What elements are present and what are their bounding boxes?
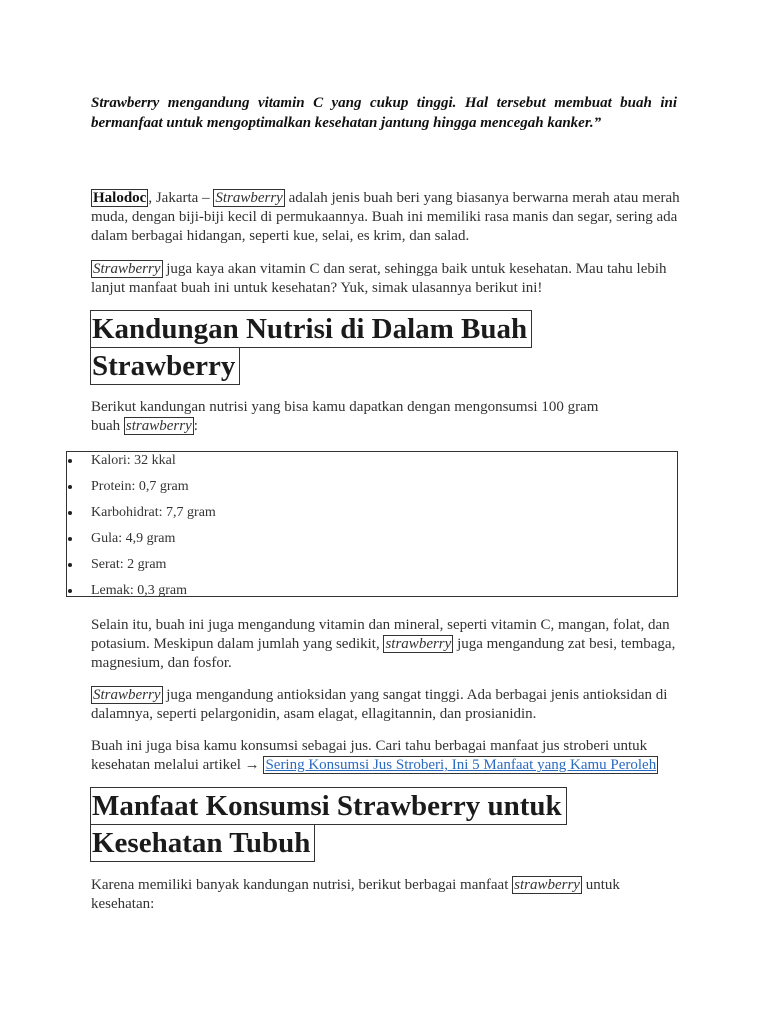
term-strawberry: strawberry [125,418,192,434]
lead-quote [91,93,677,133]
paragraph-benefits-intro-tail: untuk kesehatan: [91,877,620,912]
paragraph-nutrition-intro [91,398,611,436]
term-strawberry: strawberry [514,877,580,893]
term-strawberry: strawberry [385,636,452,652]
brand-name: Halodoc [93,190,147,206]
colon: : [193,418,198,434]
paragraph-juice [91,737,681,775]
heading-nutrition [90,310,532,385]
nutrient-item: Karbohidrat: 7,7 gram [67,505,677,531]
term-strawberry: Strawberry [93,261,161,277]
paragraph-minerals-tail: juga mengandung zat besi, tembaga, magnesium, dan fosfor. [91,636,676,671]
paragraph-nutrition-intro-text: Berikut kandungan nutrisi yang bisa kamu dapatkan dengan mengonsumsi 100 gram buah [91,399,599,434]
heading-nutrition-line-1: Kandungan Nutrisi di Dalam Buah [90,310,532,348]
term-strawberry: Strawberry [93,687,161,703]
paragraph-vitamin [91,260,681,298]
paragraph-vitamin-text: juga kaya akan vitamin C dan serat, sehingga baik untuk kesehatan. Mau tahu lebih lanjut manfaat buah ini untuk kesehatan? Yuk, simak ulasannya berikut ini! [91,261,667,296]
intro-paragraph [91,189,681,246]
lead-quote-line-2: bermanfaat untuk mengoptimalkan kesehatan jantung hingga mencegah kanker.” [91,115,602,131]
nutrient-item: Serat: 2 gram [67,557,677,583]
paragraph-minerals-text: Selain itu, buah ini juga mengandung vitamin dan mineral, seperti vitamin C, mangan, folat, dan potasium. Meskipun dalam jumlah yang sedikit, [91,617,670,652]
paragraph-antioxidant-text: juga mengandung antioksidan yang sangat tinggi. Ada berbagai jenis antioksidan di dalamnya, seperti pelargonidin, asam elagat, ellagitannin, dan prosianidin. [91,687,668,722]
nutrient-list [66,451,678,597]
lead-quote-line-1: Strawberry mengandung vitamin C yang cukup tinggi. Hal tersebut membuat buah ini [91,95,677,111]
heading-benefits [90,787,567,862]
heading-benefits-line-2: Kesehatan Tubuh [90,825,315,862]
heading-nutrition-line-2: Strawberry [90,348,240,385]
nutrient-item: Lemak: 0,3 gram [67,583,677,609]
paragraph-benefits-intro [91,876,681,914]
paragraph-antioxidant [91,686,681,724]
paragraph-benefits-intro-text: Karena memiliki banyak kandungan nutrisi, berikut berbagai manfaat [91,877,513,893]
nutrient-item: Protein: 0,7 gram [67,479,677,505]
intro-text: adalah jenis buah beri yang biasanya berwarna merah atau merah muda, dengan biji-biji kecil di permukaannya. Buah ini memiliki rasa manis dan segar, sering ada dalam berbagai hidangan, seperti kue, selai, es krim, dan salad. [91,190,680,244]
term-strawberry: Strawberry [215,190,283,206]
dateline: , Jakarta – [148,190,214,206]
nutrient-item: Gula: 4,9 gram [67,531,677,557]
paragraph-juice-text: Buah ini juga bisa kamu konsumsi sebagai jus. Cari tahu berbagai manfaat jus stroberi untuk kesehatan melalui artikel → [91,738,648,773]
nutrient-item: Kalori: 32 kkal [67,453,677,479]
paragraph-minerals [91,616,681,673]
article-link[interactable]: Sering Konsumsi Jus Stroberi, Ini 5 Manfaat yang Kamu Peroleh [265,757,657,773]
heading-benefits-line-1: Manfaat Konsumsi Strawberry untuk [90,787,567,825]
